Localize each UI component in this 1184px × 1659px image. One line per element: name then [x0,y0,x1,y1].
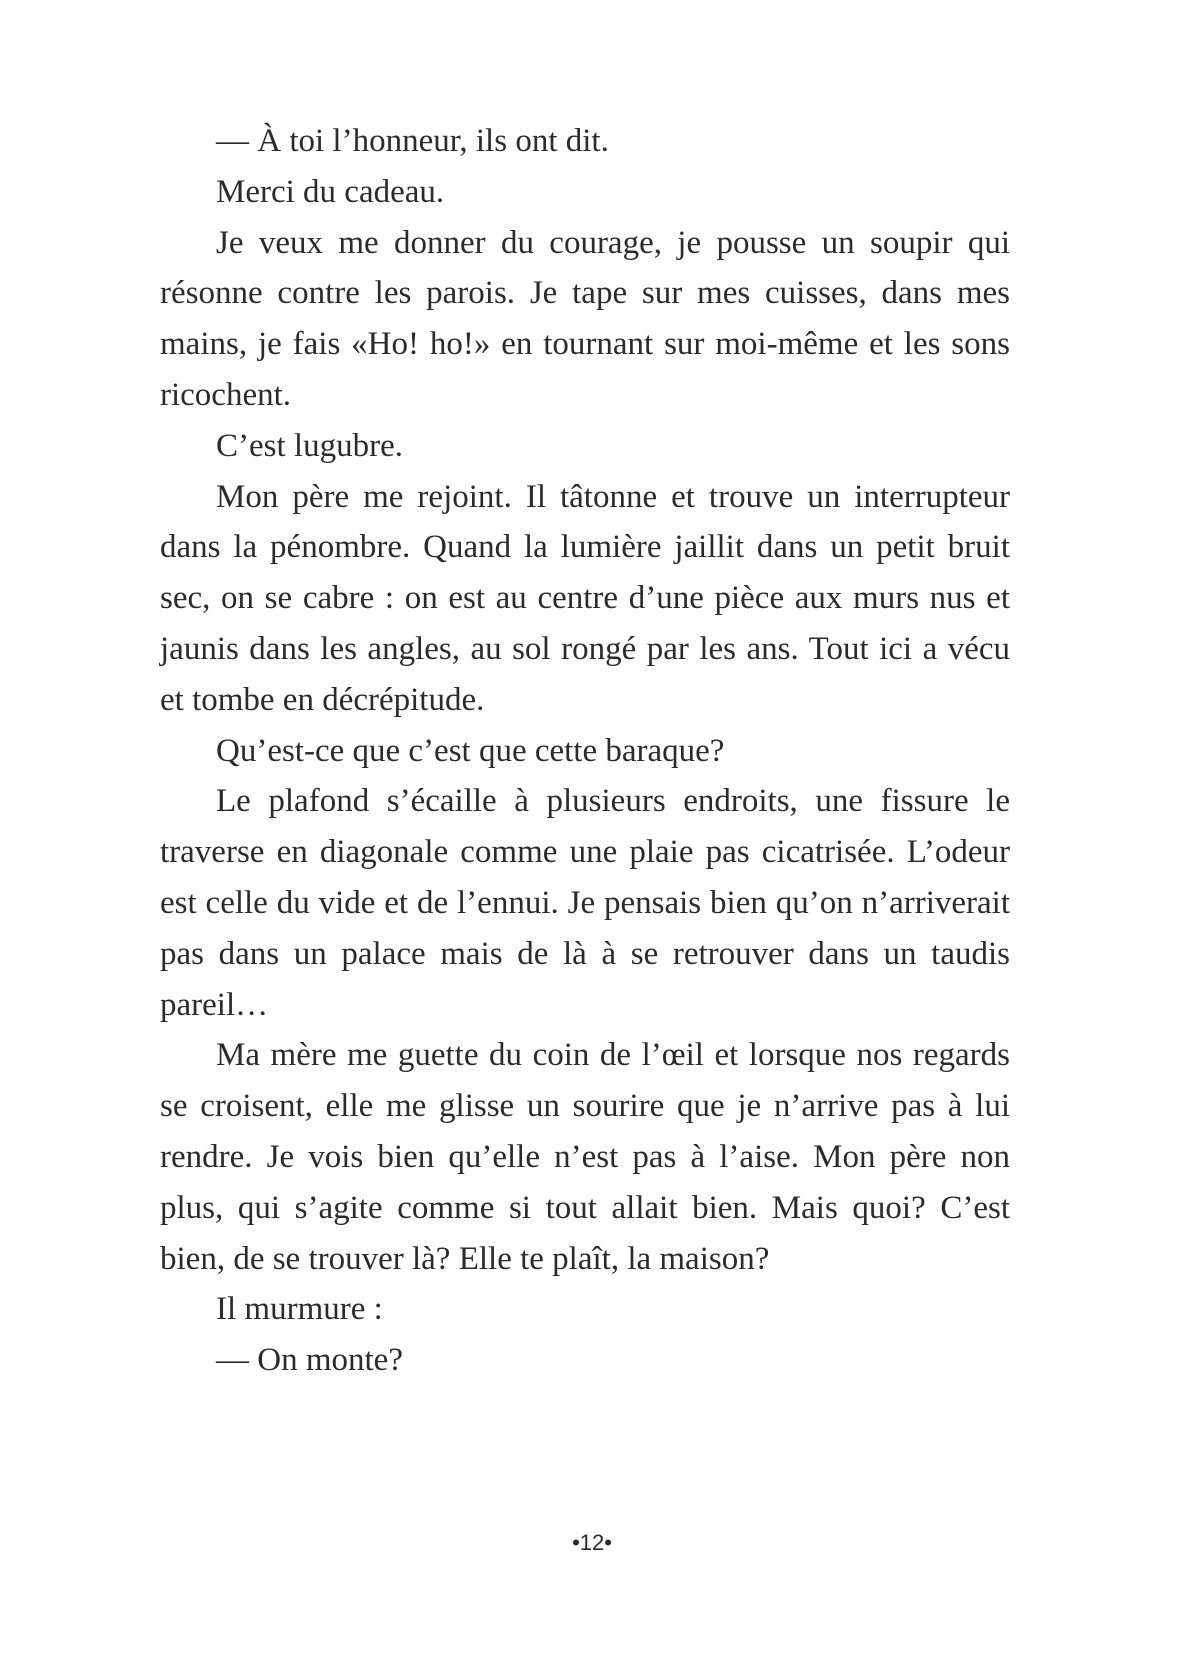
paragraph-5: Mon père me rejoint. Il tâtonne et trouve un interrupteur dans la pénombre. Quand la lumière jaillit dans un petit bruit sec, on se cabre : on est au centre d’une pièce aux murs nus et jaunis dans les angles, au sol rongé par les ans. Tout ici a vécu et tombe en décrépitude. [160,478,1010,718]
paragraph-2: Merci du cadeau. [216,173,445,210]
body-text [160,116,1010,1386]
paragraph-6: Qu’est-ce que c’est que cette baraque? [216,732,725,769]
page-number: •12• [572,1530,612,1555]
paragraph-7: Le plafond s’écaille à plusieurs endroits, une fissure le traverse en diagonale comme une plaie pas cicatrisée. L’odeur est celle du vide et de l’ennui. Je pensais bien qu’on n’arriverait pas dans un palace mais de là à se retrouver dans un taudis pareil… [160,783,1010,1023]
paragraph-1: — À toi l’honneur, ils ont dit. [216,123,609,159]
paragraph-9: Il murmure : [216,1291,383,1328]
paragraph-3: Je veux me donner du courage, je pousse un soupir qui résonne contre les parois. Je tape sur mes cuisses, dans mes mains, je fais «Ho! ho!» en tournant sur moi-même et les sons ricochent. [160,224,1010,413]
paragraph-10: — On monte? [216,1342,403,1379]
paragraph-8: Ma mère me guette du coin de l’œil et lorsque nos regards se croisent, elle me glisse un sourire que je n’arrive pas à lui rendre. Je vois bien qu’elle n’est pas à l’aise. Mon père non plus, qui s’agite comme si tout allait bien. Mais quoi? C’est bien, de se trouver là? Elle te plaît, la maison? [160,1037,1010,1277]
paragraph-4: C’est lugubre. [216,427,403,464]
